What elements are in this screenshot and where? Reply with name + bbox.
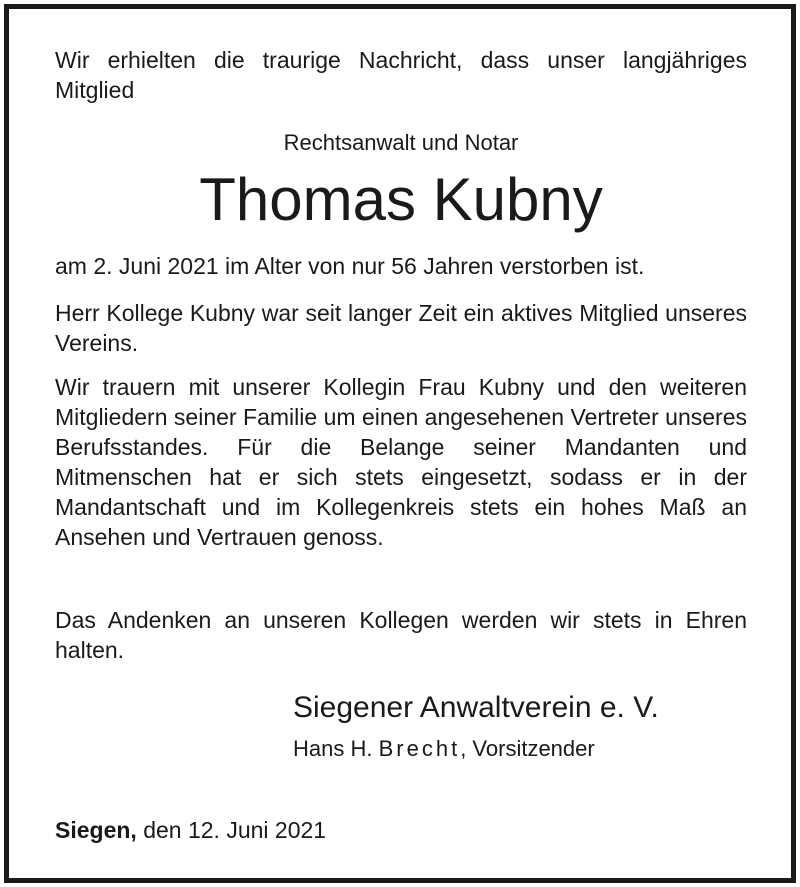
place-date-line [55, 815, 326, 845]
chair-surname: Brecht [378, 736, 461, 761]
chair-role: , Vorsitzender [460, 736, 595, 761]
notice-date: den 12. Juni 2021 [143, 817, 327, 843]
professional-title: Rechtsanwalt und Notar [283, 130, 519, 155]
place-name: Siegen, [55, 817, 137, 843]
chair-signature [293, 734, 595, 764]
membership-paragraph: Herr Kollege Kubny war seit langer Zeit ein aktives Mitglied unseres Vereins. [55, 300, 747, 356]
death-date-line: am 2. Juni 2021 im Alter von nur 56 Jahren verstorben ist. [55, 253, 645, 279]
condolence-paragraph: Wir trauern mit unserer Kollegin Frau Kubny und den weiteren Mitgliedern seiner Familie um einen angesehenen Vertreter unseres Berufsstandes. Für die Belange seiner Mandanten und Mitmenschen hat er sich stets eingesetzt, sodass er in der Mandantschaft und im Kollegenkreis stets ein hohes Maß an Ansehen und Vertrauen genoss. [55, 374, 747, 550]
organization-name: Siegener Anwaltverein e. V. [293, 691, 659, 724]
remembrance-paragraph: Das Andenken an unseren Kollegen werden wir stets in Ehren halten. [55, 607, 747, 663]
intro-text: Wir erhielten die traurige Nachricht, dass unser langjähriges Mitglied [55, 47, 747, 103]
chair-first-name: Hans H. [293, 736, 373, 761]
deceased-name: Thomas Kubny [199, 166, 603, 233]
